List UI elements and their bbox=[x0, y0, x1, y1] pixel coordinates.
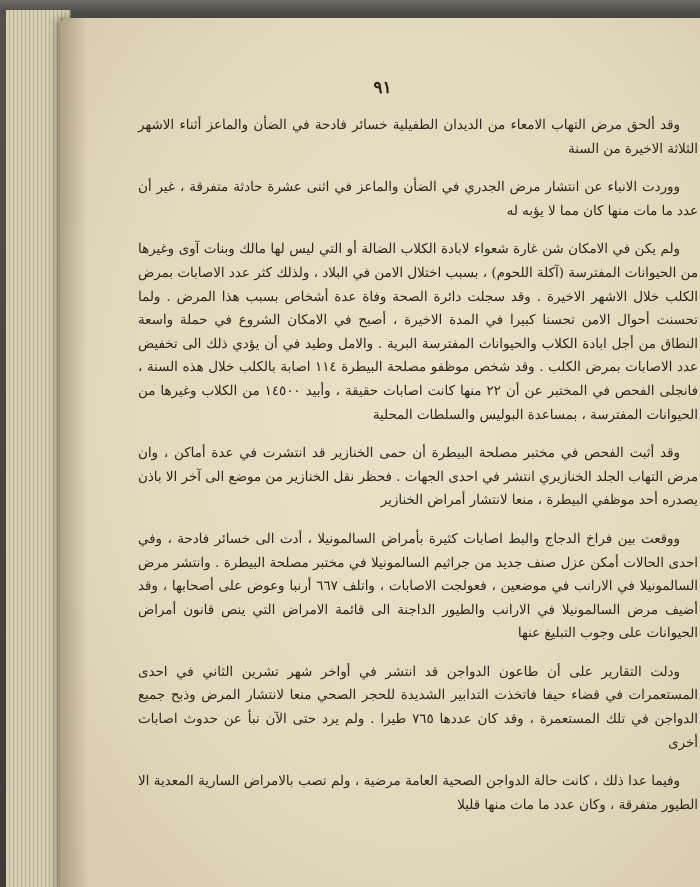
gutter-shadow bbox=[60, 18, 88, 887]
paragraph-smallpox: ووردت الانباء عن انتشار مرض الجدري في الضأن والماعز في اثنى عشرة حادثة متفرقة ، غير أن عدد ما مات منها كان مما لا يؤبه له bbox=[138, 180, 698, 219]
paragraph-fowl-plague: ودلت التقارير على أن طاعون الدواجن قد انتشر في أواخر شهر تشرين الثاني في احدى المستعمرات في قضاء حيفا فاتخذت التدابير الشديدة للحجر الصحي منعا لانتشار المرض وذبح جميع الدواجن في تلك المستعمرة ، وقد كان عددها ٧٦٥ طيرا . ولم يرد حتى الآن نبأ عن حدوث اصابات أخرى bbox=[138, 664, 698, 751]
page-number: ٩١ bbox=[373, 78, 392, 98]
paragraph-swine-fever: وقد أثبت الفحص في مختبر مصلحة البيطرة أن حمى الخنازير قد انتشرت في عدة أماكن ، وان مرض التهاب الجلد الخنازيري انتشر في احدى الجهات . فحظر نقل الخنازير من موضع الى آخر الا باذن يصدره أحد موظفي البيطرة ، منعا لانتشار أمراض الخنازير bbox=[138, 446, 698, 509]
book-cover-edge bbox=[0, 0, 700, 14]
paragraph-salmonella: ووقعت بين فراخ الدجاج والبط اصابات كثيرة بأمراض السالمونيلا ، أدت الى خسائر فادحة ، وفي احدى الحالات أمكن عزل صنف جديد من جراثيم السالمونيلا في مختبر مصلحة البيطرة . وانتشر مرض السالمونيلا في الارانب في موضعين ، فعولجت الاصابات ، واتلف ٦٦٧ أرنبا وعوض على أصحابها ، وقد أضيف مرض السالمونيلا في الارانب والطيور الداجنة الى قائمة الامراض التي ينص قانون أمراض الحيوانات على وجوب التبليغ عنها bbox=[138, 531, 698, 642]
paragraph-rabies: ولم يكن في الامكان شن غارة شعواء لابادة الكلاب الضالة أو التي ليس لها مالك وبنات آوى وغيرها من الحيوانات المفترسة (آكلة اللحوم) ، بسبب اختلال الامن في البلاد ، ولذلك كثر عدد الاصابات بمرض الكلب خلال الاشهر الاخيرة . وقد سجلت دائرة الصحة وفاة عدة أشخاص بسبب هذا المرض . ولما تحسنت أحوال الامن تحسنا كبيرا في المدة الاخيرة ، أصبح في الامكان الشروع في حملة واسعة النطاق من أجل ابادة الكلاب والحيوانات المفترسة البرية . والامل وطيد في أن يؤدي ذلك الى تخفيض عدد الاصابات بمرض الكلب . وقد شخص موظفو مصلحة البيطرة ١١٤ اصابة بالكلب خلال هذه السنة ، فانجلى الفحص في المختبر عن أن ٢٢ منها كانت اصابات حقيقة ، وأبيد ١٤٥٠٠ من الكلاب وغيرها من الحيوانات المفترسة ، بمساعدة البوليس والسلطات المحلية bbox=[138, 242, 698, 423]
paragraph-intestinal-parasites: وقد ألحق مرض التهاب الامعاء من الديدان الطفيلية خسائر فادحة في الضأن والماعز أثناء الاشهر الثلاثة الاخيرة من السنة bbox=[138, 118, 698, 157]
page-body bbox=[138, 114, 698, 817]
book-page bbox=[60, 18, 700, 887]
paragraph-poultry-health: وفيما عدا ذلك ، كانت حالة الدواجن الصحية العامة مرضية ، ولم تصب بالامراض السارية المعدية الا الطيور متفرقة ، وكان عدد ما مات منها قليلا bbox=[138, 774, 698, 813]
